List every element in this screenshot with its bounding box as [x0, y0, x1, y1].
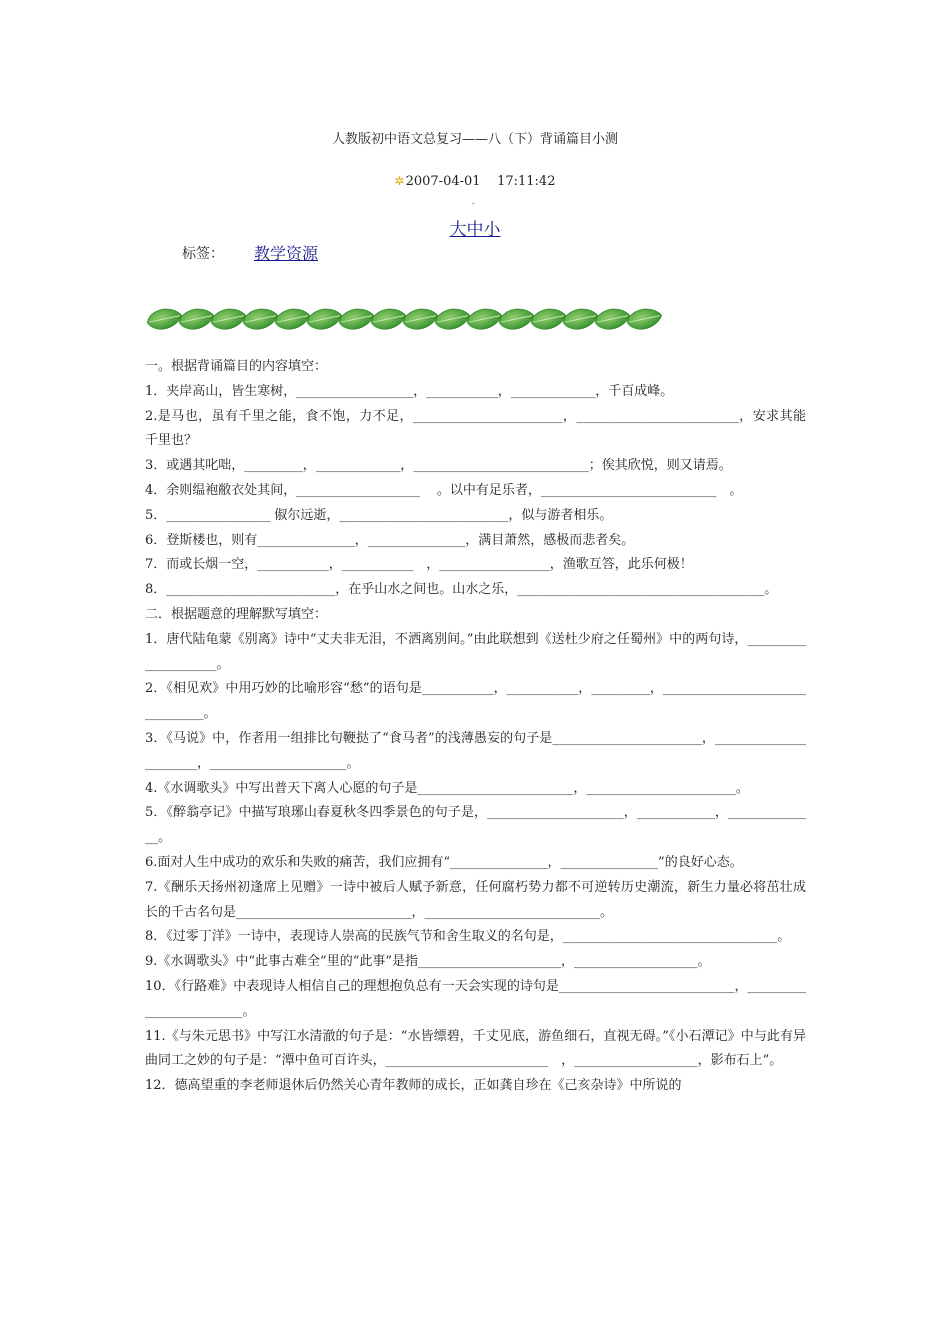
quiz-line: 10．《行路难》中表现诗人相信自己的理想抱负总有一天会实现的诗句是___________________________，________________________。 — [145, 978, 806, 1019]
leaf-icon — [305, 306, 343, 332]
tags-label: 标签： — [182, 246, 224, 262]
leaf-icon — [177, 306, 215, 332]
quiz-line: 二．根据题意的理解默写填空： — [145, 606, 328, 622]
quiz-content — [145, 355, 806, 1099]
leaf-icon — [209, 306, 247, 332]
leaf-icon — [273, 306, 311, 332]
quiz-line: 3．《马说》中，作者用一组排比句鞭挞了“食马者”的浅薄愚妄的句子是_______________________，______________________，_____________________。 — [145, 730, 806, 771]
separator-dash: - — [472, 199, 475, 208]
quiz-line: 1．唐代陆龟蒙《别离》诗中“丈夫非无泪，不洒离别间。”由此联想到《送杜少府之任蜀州》中的两句诗，____________________。 — [145, 631, 806, 672]
quiz-line: 3．或遇其叱咄，_________，_____________，___________________________；俟其欣悦，则又请焉。 — [145, 458, 732, 474]
sun-icon: ✲ — [394, 174, 405, 188]
leaf-icon — [593, 306, 631, 332]
leaf-divider — [144, 300, 664, 338]
leaf-icon — [145, 306, 183, 332]
post-date — [0, 174, 950, 189]
quiz-line: 6．登斯楼也，则有_______________，_______________，满目萧然，感极而悲者矣。 — [145, 532, 635, 548]
quiz-line: 7.《酬乐天扬州初逢席上见赠》一诗中被后人赋予新意，任何腐朽势力都不可逆转历史潮流，新生力量必将茁壮成长的千古名句是___________________________，___________________________。 — [145, 879, 806, 920]
quiz-line: 11.《与朱元思书》中写江水清澈的句子是：“水皆缥碧，千丈见底，游鱼细石，直视无碍。”《小石潭记》中与此有异曲同工之妙的句子是：“潭中鱼可百许头，_________________________ ，___________________，影布石上”。 — [145, 1028, 806, 1069]
leaf-icon — [497, 306, 535, 332]
quiz-line: 8．《过零丁洋》一诗中，表现诗人崇高的民族气节和舍生取义的名句是，_________________________________。 — [145, 929, 791, 945]
quiz-line: 1．夹岸高山，皆生寒树，__________________，___________，_____________，千百成峰。 — [145, 383, 674, 399]
quiz-line: 一。根据背诵篇目的内容填空： — [145, 359, 328, 374]
quiz-line: 4.《水调歌头》中写出普天下离人心愿的句子是________________________，_______________________。 — [145, 780, 749, 796]
document-title: 人教版初中语文总复习——八（下）背诵篇目小测 — [331, 132, 618, 147]
quiz-line: 2.是马也，虽有千里之能，食不饱，力不足，_______________________，_________________________，安求其能千里也？ — [145, 408, 806, 449]
leaf-icon — [465, 306, 503, 332]
font-size-link[interactable]: 大中小 — [449, 220, 501, 240]
quiz-line: 12．德高望重的李老师退休后仍然关心青年教师的成长，正如龚自珍在《己亥杂诗》中所说的 — [145, 1078, 682, 1094]
quiz-line: 6.面对人生中成功的欢乐和失败的痛苦，我们应拥有“_______________，_______________”的良好心态。 — [145, 854, 743, 870]
leaf-icon — [433, 306, 471, 332]
leaf-icon — [561, 306, 599, 332]
quiz-line: 4．余则缊袍敝衣处其间，___________________ 。以中有足乐者，___________________________ 。 — [145, 482, 743, 498]
leaf-icon — [241, 306, 279, 332]
quiz-line: 5．《醉翁亭记》中描写琅琊山春夏秋冬四季景色的句子是，_____________________，____________，______________。 — [145, 805, 806, 846]
tag-link[interactable]: 教学资源 — [254, 244, 319, 263]
quiz-line: 9.《水调歌头》中“此事古难全”里的“此事”是指______________________，___________________。 — [145, 954, 711, 970]
quiz-line: 2．《相见欢》中用巧妙的比喻形容“愁”的语句是___________，___________，_________，_______________________________。 — [145, 681, 806, 722]
quiz-line: 7．而或长烟一空，___________，___________ ，_________________，渔歌互答，此乐何极！ — [145, 557, 693, 573]
leaf-icon — [529, 306, 567, 332]
leaf-icon — [401, 306, 439, 332]
leaf-icon — [625, 306, 663, 332]
quiz-line: 5．________________ 俶尔远逝，__________________________，似与游者相乐。 — [145, 507, 613, 523]
quiz-line: 8．__________________________，在乎山水之间也。山水之乐，______________________________________。 — [145, 582, 778, 598]
leaf-icon — [369, 306, 407, 332]
font-size-switch — [0, 215, 950, 240]
date-text: 2007-04-01 17:11:42 — [405, 174, 556, 189]
leaf-icon — [337, 306, 375, 332]
